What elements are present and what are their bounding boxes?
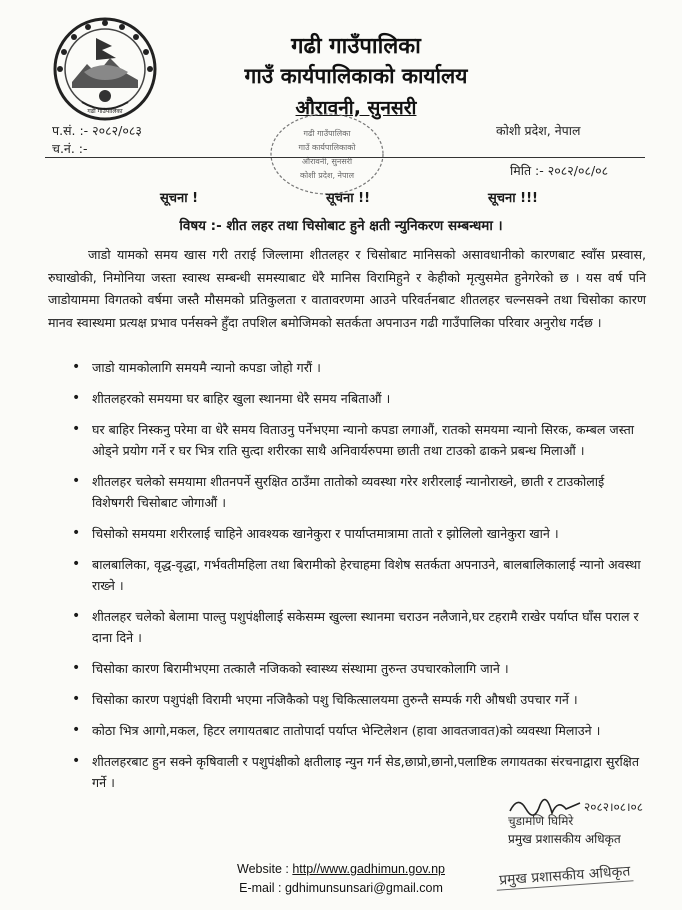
list-item [48, 606, 648, 648]
list-item-text: जाडो यामकोलागि समयमै न्यानो कपडा जोहो गरौं । [92, 360, 321, 375]
list-item-text: बालबालिका, वृद्ध-वृद्धा, गर्भवतीमहिला तथा बिरामीको हेरचाहमा विशेष सतर्कता अपनाउने, बालबालिकालाई न्यानो अवस्था राख्ने । [92, 557, 641, 593]
list-item-text: शीतलहरबाट हुन सक्ने कृषिवाली र पशुपंक्षीको क्षतीलाइ न्युन गर्न सेड,छाप्रो,छानो,पलाष्टिक लगायतका संरचनाद्वारा सुरक्षित गर्ने । [92, 754, 639, 790]
list-item [48, 357, 648, 378]
notice-label-3: सूचना !!! [488, 191, 538, 206]
list-item-text: शीतलहर चलेको समयामा शीतनपर्ने सुरक्षित ठाउँमा तातोको व्यवस्था गरेर शरीरलाई न्यानोराख्ने, छाती र टाउकोलाई विशेषगरी चिसोबाट जोगाऔं । [92, 474, 605, 510]
bullet-icon: • [72, 753, 81, 769]
intro-paragraph: जाडो यामको समय खास गरी तराई जिल्लामा शीतलहर र चिसोबाट मानिसको असावधानीको कारणबाट स्वाँस प्रस्वास, रुघाखोकी, निमोनिया जस्ता स्वास्थ सम्बन्धी समस्याबाट धेरै मानिस विरामिहुने र केहीको मृत्युसमेत हुनेगरेको छ । यस वर्ष पनि जाडोयाममा विगतको वर्षमा जस्तै मौसमको प्रतिकुलता र वातावरणमा आउने परिवर्तनबाट शीतलहर चल्नसक्ने तथा चिसोका कारण मानव स्वास्थमा प्रत्यक्ष प्रभाव पर्नसक्ने हुँदा तपशिल बमोजिमको सतर्कता अपनाउन गढी गाउँपालिका परिवार अनुरोध गर्दछ । [48, 247, 646, 330]
notice-subject: विषय :- शीत लहर तथा चिसोबाट हुने क्षती न्युनिकरण सम्बन्धमा । [179, 218, 503, 234]
website-link[interactable]: http//www.gadhimun.gov.np [292, 862, 445, 876]
bullet-icon: • [72, 722, 81, 738]
list-item-text: कोठा भित्र आगो,मकल, हिटर लगायतबाट तातोपार्दा पर्याप्त भेन्टिलेशन (हावा आवतजावत)को व्यवस्था मिलाउने । [92, 723, 601, 738]
list-item [48, 388, 648, 409]
email-label: E-mail : [239, 881, 285, 895]
stamp-line: कोशी प्रदेश, नेपाल [299, 171, 355, 180]
list-item-text: घर बाहिर निस्कनु परेमा वा धेरै समय विताउनु पर्नेभएमा न्यानो कपडा लगाऔं, रातको समयमा न्यानो सिरक, कम्बल जस्ता ओड्ने प्रयोग गर्ने र घर भित्र राति सुत्दा शरीरका साथै अनिवार्यरुपमा छाती तथा टाउको ढाकने प्रबन्ध मिलाऔं । [92, 422, 635, 458]
bullet-icon: • [72, 556, 81, 572]
bullet-icon: • [72, 691, 81, 707]
list-item-text: शीतलहर चलेको बेलामा पाल्तु पशुपंक्षीलाई सकेसम्म खुल्ला स्थानमा चराउन नलैजाने,घर टहरामै राखेर पर्याप्त घाँस पराल र दाना दिने । [92, 609, 639, 645]
bullet-icon: • [72, 525, 81, 541]
emblem-text: गढी गाउँपालिका [87, 108, 123, 115]
bullet-icon: • [72, 608, 81, 624]
reference-number: प.सं. :- २०८२/०८३ [52, 123, 142, 138]
office-subtitle: गाउँ कार्यपालिकाको कार्यालय [244, 64, 468, 88]
designation-stamp: प्रमुख प्रशासकीय अधिकृत [495, 861, 633, 891]
precaution-list [48, 357, 648, 803]
issue-date: मिति :- २०८२/०८/०८ [510, 163, 609, 178]
notice-label-2: सूचना !! [326, 191, 371, 206]
list-item [48, 471, 648, 513]
list-item [48, 720, 648, 741]
dispatch-number: च.नं. :- [52, 141, 88, 156]
bullet-icon: • [72, 421, 81, 437]
list-item [48, 689, 648, 710]
stamp-line: गढी गाउँपालिका [303, 129, 351, 138]
bullet-icon: • [72, 390, 81, 406]
office-name: गढी गाउँपालिका [291, 34, 421, 59]
list-item-text: चिसोको समयमा शरीरलाई चाहिने आवश्यक खानेकुरा र पार्याप्तमात्रामा तातो र झोलिलो खानेकुरा खाने । [92, 526, 559, 541]
email-link[interactable]: gdhimunsunsari@gmail.com [284, 881, 443, 895]
list-item [48, 523, 648, 544]
office-stamp [268, 110, 386, 198]
office-address: औरावनी, सुनसरी [295, 97, 417, 119]
signature-date: २०८२।०८।०८ [584, 800, 644, 814]
stamp-line: औरावनी, सुनसरी [301, 157, 353, 166]
signatory-title: प्रमुख प्रशासकीय अधिकृत [508, 832, 621, 846]
bullet-icon: • [72, 473, 81, 489]
list-item-text: शीतलहरको समयमा घर बाहिर खुला स्थानमा धेरै समय नबिताऔं । [92, 391, 391, 406]
list-item [48, 419, 648, 461]
bullet-icon: • [72, 660, 81, 676]
bullet-icon: • [72, 359, 81, 375]
list-item [48, 554, 648, 596]
list-item [48, 658, 648, 679]
province-label: कोशी प्रदेश, नेपाल [496, 123, 581, 138]
notice-label-1: सूचना ! [160, 191, 199, 206]
website-label: Website : [237, 862, 293, 876]
list-item-text: चिसोका कारण बिरामीभएमा तत्कालै नजिकको स्वास्थ्य संस्थामा तुरुन्त उपचारकोलागि जाने । [92, 661, 509, 676]
signatory-name: चुडामणि घिमिरे [508, 814, 574, 828]
list-item-text: चिसोका कारण पशुपंक्षी विरामी भएमा नजिकैको पशु चिकित्सालयमा तुरुन्तै सम्पर्क गरी औषधी उपचार गर्ने । [92, 692, 578, 707]
stamp-line: गाउँ कार्यपालिकाको [298, 143, 356, 152]
header-divider [45, 157, 645, 158]
